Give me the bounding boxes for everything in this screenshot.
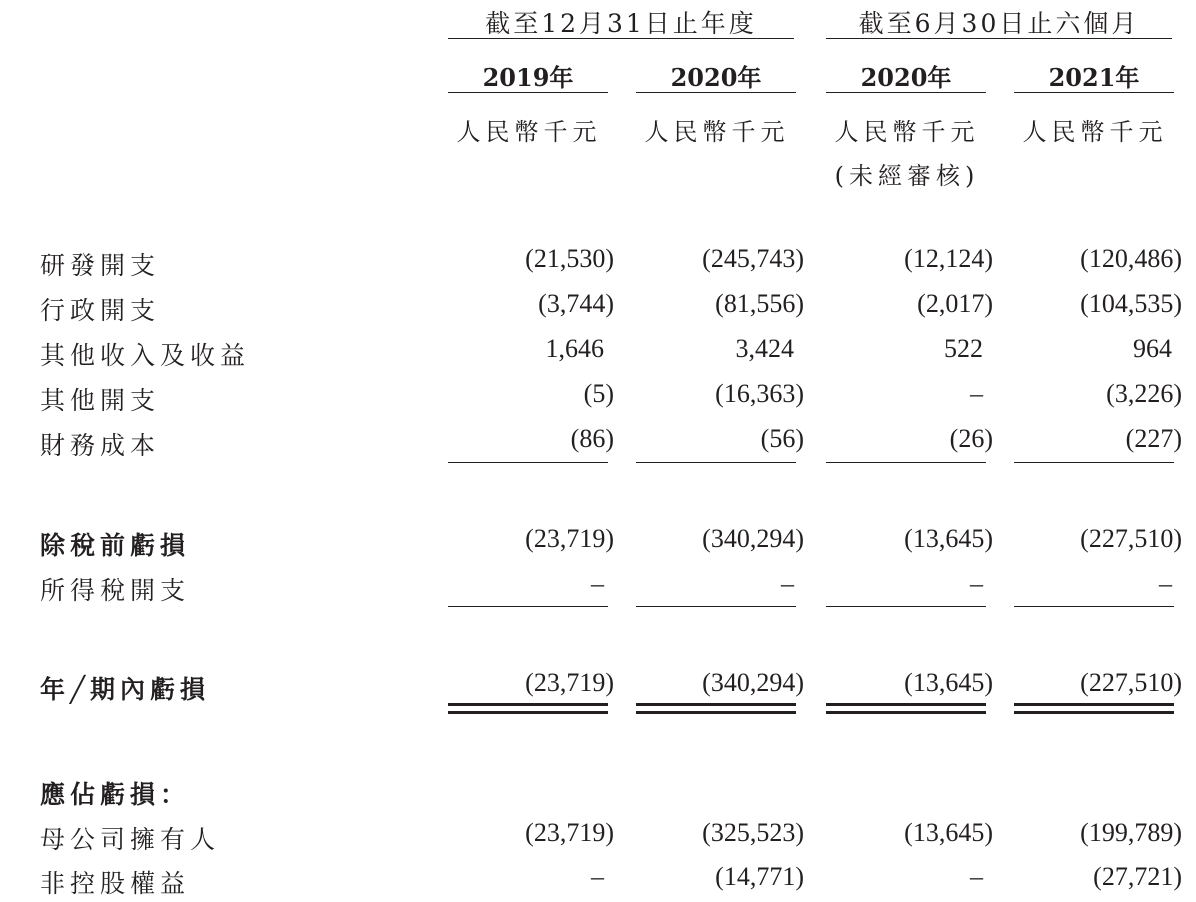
cell-other-expenses-2020-interim: – xyxy=(970,379,983,408)
subtotal-rule xyxy=(826,462,986,463)
cell-admin-2020: (81,556) xyxy=(715,289,804,318)
cell-admin-2020-interim: (2,017) xyxy=(917,289,993,318)
cell-rd-2020: (245,743) xyxy=(702,244,804,273)
unit-label: 人民幣千元 xyxy=(644,118,790,146)
cell-rd-2020-interim: (12,124) xyxy=(904,244,993,273)
cell-loss-before-tax-2019: (23,719) xyxy=(525,524,614,553)
unit-label: 人民幣千元 xyxy=(1022,118,1168,146)
cell-other-expenses-2019: (5) xyxy=(583,379,614,408)
row-label-income-tax: 所得稅開支 xyxy=(40,576,191,605)
cell-income-tax-2019: – xyxy=(591,569,604,598)
cell-loss-before-tax-2020-interim: (13,645) xyxy=(904,524,993,553)
cell-owners-of-parent-2020: (325,523) xyxy=(702,818,804,847)
row-label-rd: 研發開支 xyxy=(40,251,161,280)
cell-finance-costs-2019: (86) xyxy=(570,424,614,453)
cell-nci-2021-interim: (27,721) xyxy=(1093,862,1182,891)
period-header-year-ended: 截至12月31日止年度 xyxy=(485,9,757,38)
cell-loss-for-period-2019: (23,719) xyxy=(525,668,614,697)
year-header-2019: 2019年 xyxy=(482,63,574,92)
year-header-2020-interim: 2020年 xyxy=(860,63,952,92)
cell-other-income-2020: 3,424 xyxy=(735,334,794,363)
unaudited-label: (未經審核) xyxy=(834,162,980,190)
row-label-non-controlling-interests: 非控股權益 xyxy=(40,869,191,898)
total-double-rule xyxy=(826,703,986,714)
row-label-finance-costs: 財務成本 xyxy=(40,431,161,460)
cell-loss-before-tax-2020: (340,294) xyxy=(702,524,804,553)
cell-loss-for-period-2021-interim: (227,510) xyxy=(1080,668,1182,697)
cell-other-expenses-2020: (16,363) xyxy=(715,379,804,408)
period-header-rule xyxy=(448,38,794,39)
cell-loss-for-period-2020: (340,294) xyxy=(702,668,804,697)
cell-owners-of-parent-2019: (23,719) xyxy=(525,818,614,847)
subtotal-rule xyxy=(1014,606,1174,607)
cell-rd-2019: (21,530) xyxy=(525,244,614,273)
subtotal-rule xyxy=(1014,462,1174,463)
total-double-rule xyxy=(1014,703,1174,714)
cell-nci-2019: – xyxy=(591,862,604,891)
cell-nci-2020-interim: – xyxy=(970,862,983,891)
cell-admin-2021-interim: (104,535) xyxy=(1080,289,1182,318)
cell-loss-for-period-2020-interim: (13,645) xyxy=(904,668,993,697)
period-header-rule xyxy=(826,38,1172,39)
cell-owners-of-parent-2021-interim: (199,789) xyxy=(1080,818,1182,847)
cell-owners-of-parent-2020-interim: (13,645) xyxy=(904,818,993,847)
year-header-rule xyxy=(448,92,608,93)
year-header-rule xyxy=(1014,92,1174,93)
subtotal-rule xyxy=(636,462,796,463)
total-double-rule xyxy=(448,703,608,714)
subtotal-rule xyxy=(448,462,608,463)
subtotal-rule xyxy=(448,606,608,607)
cell-finance-costs-2020: (56) xyxy=(760,424,804,453)
cell-finance-costs-2020-interim: (26) xyxy=(949,424,993,453)
year-header-rule xyxy=(826,92,986,93)
cell-finance-costs-2021-interim: (227) xyxy=(1125,424,1182,453)
cell-income-tax-2021-interim: – xyxy=(1159,569,1172,598)
unit-label: 人民幣千元 xyxy=(834,118,980,146)
total-double-rule xyxy=(636,703,796,714)
cell-admin-2019: (3,744) xyxy=(538,289,614,318)
row-label-owners-of-parent: 母公司擁有人 xyxy=(40,825,221,854)
cell-other-expenses-2021-interim: (3,226) xyxy=(1106,379,1182,408)
subtotal-rule xyxy=(636,606,796,607)
row-label-other-income: 其他收入及收益 xyxy=(40,341,251,370)
row-label-loss-before-tax: 除稅前虧損 xyxy=(40,531,191,560)
row-label-admin: 行政開支 xyxy=(40,296,161,325)
cell-rd-2021-interim: (120,486) xyxy=(1080,244,1182,273)
year-header-2020: 2020年 xyxy=(670,63,762,92)
cell-nci-2020: (14,771) xyxy=(715,862,804,891)
year-header-2021-interim: 2021年 xyxy=(1048,63,1140,92)
row-label-other-expenses: 其他開支 xyxy=(40,386,161,415)
cell-income-tax-2020: – xyxy=(781,569,794,598)
cell-loss-before-tax-2021-interim: (227,510) xyxy=(1080,524,1182,553)
cell-other-income-2021-interim: 964 xyxy=(1133,334,1172,363)
period-header-six-months: 截至6月30日止六個月 xyxy=(858,9,1140,38)
section-heading-attributable: 應佔虧損： xyxy=(40,780,191,809)
unit-label: 人民幣千元 xyxy=(456,118,602,146)
subtotal-rule xyxy=(826,606,986,607)
row-label-loss-for-period: 年╱期內虧損 xyxy=(40,675,211,704)
cell-other-income-2020-interim: 522 xyxy=(944,334,983,363)
year-header-rule xyxy=(636,92,796,93)
cell-other-income-2019: 1,646 xyxy=(545,334,604,363)
cell-income-tax-2020-interim: – xyxy=(970,569,983,598)
